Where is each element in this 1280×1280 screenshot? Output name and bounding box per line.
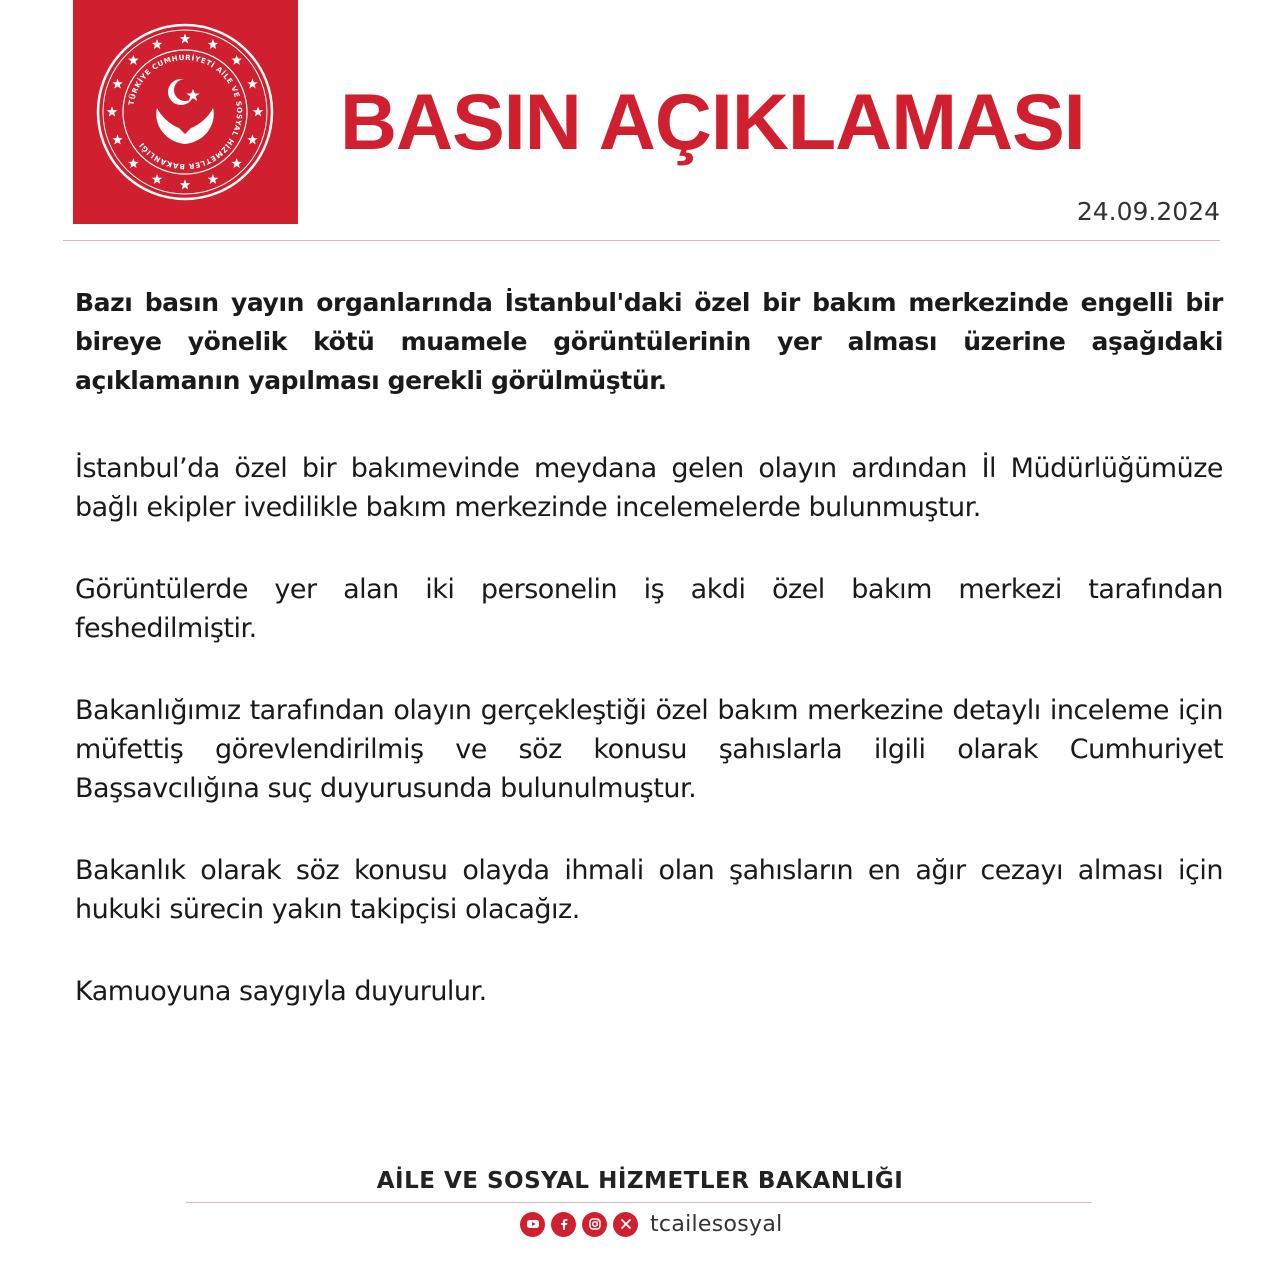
- seal-star: [180, 180, 190, 190]
- seal-star: [152, 174, 162, 184]
- facebook-icon[interactable]: [551, 1212, 576, 1237]
- seal-star: [128, 55, 138, 65]
- seal-star: [247, 134, 257, 144]
- x-icon[interactable]: [613, 1212, 638, 1237]
- seal-emblem: [73, 0, 298, 224]
- seal-star: [253, 107, 263, 117]
- body-paragraph: Görüntülerde yer alan iki personelin iş akdi özel bakım merkezi tarafından feshedilmiştir.: [75, 574, 1223, 644]
- closing-paragraph: Kamuoyuna saygıyla duyurulur.: [75, 976, 487, 1007]
- seal-star: [112, 79, 122, 89]
- seal-star: [180, 34, 190, 44]
- instagram-icon[interactable]: [582, 1212, 607, 1237]
- social-handle[interactable]: tcailesosyal: [650, 1211, 783, 1237]
- body-paragraph: Bakanlığımız tarafından olayın gerçekleştiği özel bakım merkezine detaylı inceleme için müfettiş görevlendirilmiş ve söz konusu şahıslarla ilgili olarak Cumhuriyet Başsavcılığına suç duyurusunda bulunulmuştur.: [75, 695, 1223, 804]
- seal-star: [128, 158, 138, 168]
- seal-star: [107, 107, 117, 117]
- statement-body: [75, 283, 1223, 1054]
- ministry-name: AİLE VE SOSYAL HİZMETLER BAKANLIĞI: [376, 1168, 904, 1194]
- release-date: 24.09.2024: [1076, 197, 1220, 226]
- seal-text: TÜRKİYE CUMHURİYETİ AİLE VE SOSYAL HİZMETLER BAKANLIĞI: [126, 52, 245, 172]
- ministry-logo: [73, 0, 298, 224]
- seal-star: [112, 134, 122, 144]
- seal-star: [208, 39, 218, 49]
- seal-star: [231, 55, 241, 65]
- seal-star: [247, 79, 257, 89]
- body-paragraph: İstanbul’da özel bir bakımevinde meydana gelen olayın ardından İl Müdürlüğümüze bağlı ekipler ivedilikle bakım merkezinde incelemelerde bulunmuştur.: [75, 453, 1223, 523]
- seal-star: [208, 174, 218, 184]
- body-paragraph: Bakanlık olarak söz konusu olayda ihmali olan şahısların en ağır cezayı alması için hukuki sürecin yakın takipçisi olacağız.: [75, 855, 1223, 925]
- social-links: [520, 1211, 783, 1237]
- footer-divider: [186, 1202, 1092, 1203]
- seal-star: [231, 158, 241, 168]
- page-title: BASIN AÇIKLAMASI: [340, 77, 1085, 166]
- youtube-icon[interactable]: [520, 1212, 545, 1237]
- intro-paragraph: Bazı basın yayın organlarında İstanbul'daki özel bir bakım merkezinde engelli bir bireye yönelik kötü muamele görüntülerinin yer alması üzerine aşağıdaki açıklamanın yapılması gerekli görülmüştür.: [75, 288, 1223, 395]
- seal-star: [152, 39, 162, 49]
- header-divider: [63, 240, 1220, 241]
